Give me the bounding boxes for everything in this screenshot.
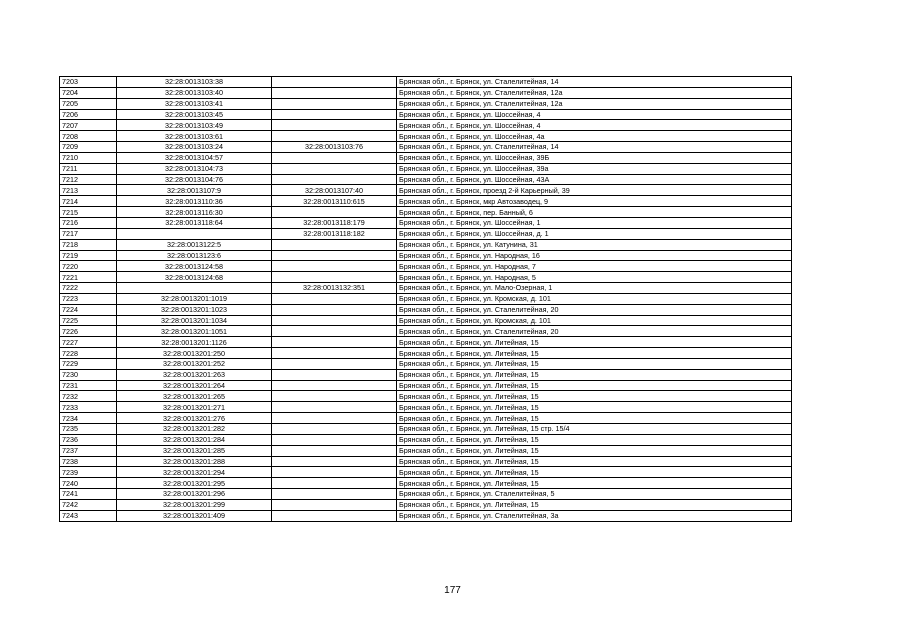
address-cell: Брянская обл., г. Брянск, ул. Мало-Озерная, 1: [397, 283, 792, 294]
page-number: 177: [444, 585, 461, 596]
address-cell: Брянская обл., г. Брянск, ул. Народная, 16: [397, 250, 792, 261]
row-number-cell: 7215: [60, 207, 117, 218]
parent-cadastral-number-cell: [272, 445, 397, 456]
address-cell: Брянская обл., г. Брянск, ул. Литейная, 15: [397, 478, 792, 489]
cadastral-number-cell: 32:28:0013201:252: [117, 358, 272, 369]
row-number-cell: 7222: [60, 283, 117, 294]
row-number-cell: 7212: [60, 174, 117, 185]
cadastral-number-cell: 32:28:0013201:271: [117, 402, 272, 413]
table-row: [60, 467, 792, 478]
table-row: [60, 424, 792, 435]
table-row: [60, 272, 792, 283]
parent-cadastral-number-cell: [272, 467, 397, 478]
row-number-cell: 7238: [60, 456, 117, 467]
address-cell: Брянская обл., г. Брянск, ул. Литейная, 15 стр. 15/4: [397, 424, 792, 435]
cadastral-number-cell: 32:28:0013201:282: [117, 424, 272, 435]
address-cell: Брянская обл., г. Брянск, ул. Литейная, 15: [397, 358, 792, 369]
address-cell: Брянская обл., г. Брянск, ул. Катунина, 31: [397, 239, 792, 250]
table-row: [60, 163, 792, 174]
address-cell: Брянская обл., г. Брянск, ул. Сталелитейная, 5: [397, 489, 792, 500]
cadastral-number-cell: 32:28:0013124:68: [117, 272, 272, 283]
table-row: [60, 478, 792, 489]
address-cell: Брянская обл., г. Брянск, ул. Литейная, 15: [397, 445, 792, 456]
parent-cadastral-number-cell: [272, 77, 397, 88]
row-number-cell: 7210: [60, 152, 117, 163]
table-row: [60, 77, 792, 88]
table-row: [60, 131, 792, 142]
cadastral-number-cell: 32:28:0013104:76: [117, 174, 272, 185]
address-cell: Брянская обл., г. Брянск, ул. Шоссейная, 39а: [397, 163, 792, 174]
cadastral-number-cell: 32:28:0013201:1023: [117, 304, 272, 315]
address-cell: Брянская обл., г. Брянск, ул. Литейная, 15: [397, 456, 792, 467]
address-cell: Брянская обл., г. Брянск, ул. Литейная, 15: [397, 337, 792, 348]
parent-cadastral-number-cell: [272, 272, 397, 283]
address-cell: Брянская обл., г. Брянск, ул. Литейная, 15: [397, 391, 792, 402]
cadastral-number-cell: 32:28:0013103:45: [117, 109, 272, 120]
cadastral-number-cell: 32:28:0013201:296: [117, 489, 272, 500]
parent-cadastral-number-cell: [272, 315, 397, 326]
table-row: [60, 152, 792, 163]
parent-cadastral-number-cell: [272, 98, 397, 109]
table-row: [60, 174, 792, 185]
row-number-cell: 7206: [60, 109, 117, 120]
table-row: [60, 228, 792, 239]
address-cell: Брянская обл., г. Брянск, ул. Народная, 5: [397, 272, 792, 283]
row-number-cell: 7227: [60, 337, 117, 348]
address-cell: Брянская обл., г. Брянск, ул. Сталелитейная, 14: [397, 142, 792, 153]
parent-cadastral-number-cell: [272, 391, 397, 402]
property-registry-table: [59, 76, 792, 522]
cadastral-number-cell: 32:28:0013104:57: [117, 152, 272, 163]
registry-table-body: [60, 77, 792, 522]
parent-cadastral-number-cell: [272, 163, 397, 174]
table-row: [60, 304, 792, 315]
table-row: [60, 358, 792, 369]
address-cell: Брянская обл., г. Брянск, ул. Сталелитейная, 14: [397, 77, 792, 88]
address-cell: Брянская обл., г. Брянск, ул. Шоссейная, 1: [397, 217, 792, 228]
row-number-cell: 7211: [60, 163, 117, 174]
parent-cadastral-number-cell: [272, 402, 397, 413]
row-number-cell: 7233: [60, 402, 117, 413]
address-cell: Брянская обл., г. Брянск, ул. Сталелитейная, 12а: [397, 98, 792, 109]
cadastral-number-cell: 32:28:0013201:264: [117, 380, 272, 391]
address-cell: Брянская обл., г. Брянск, ул. Литейная, 15: [397, 348, 792, 359]
row-number-cell: 7232: [60, 391, 117, 402]
parent-cadastral-number-cell: [272, 413, 397, 424]
table-row: [60, 369, 792, 380]
row-number-cell: 7223: [60, 293, 117, 304]
row-number-cell: 7218: [60, 239, 117, 250]
address-cell: Брянская обл., г. Брянск, ул. Сталелитейная, 12а: [397, 87, 792, 98]
parent-cadastral-number-cell: [272, 434, 397, 445]
table-row: [60, 326, 792, 337]
cadastral-number-cell: 32:28:0013116:30: [117, 207, 272, 218]
parent-cadastral-number-cell: [272, 87, 397, 98]
address-cell: Брянская обл., г. Брянск, ул. Сталелитейная, 3а: [397, 510, 792, 521]
row-number-cell: 7236: [60, 434, 117, 445]
cadastral-number-cell: 32:28:0013118:64: [117, 217, 272, 228]
parent-cadastral-number-cell: [272, 152, 397, 163]
parent-cadastral-number-cell: 32:28:0013107:40: [272, 185, 397, 196]
cadastral-number-cell: 32:28:0013201:409: [117, 510, 272, 521]
row-number-cell: 7225: [60, 315, 117, 326]
cadastral-number-cell: [117, 228, 272, 239]
address-cell: Брянская обл., г. Брянск, ул. Литейная, 15: [397, 413, 792, 424]
table-row: [60, 142, 792, 153]
row-number-cell: 7228: [60, 348, 117, 359]
row-number-cell: 7239: [60, 467, 117, 478]
row-number-cell: 7214: [60, 196, 117, 207]
table-row: [60, 391, 792, 402]
parent-cadastral-number-cell: 32:28:0013118:182: [272, 228, 397, 239]
parent-cadastral-number-cell: [272, 424, 397, 435]
parent-cadastral-number-cell: [272, 348, 397, 359]
table-row: [60, 283, 792, 294]
row-number-cell: 7209: [60, 142, 117, 153]
table-row: [60, 445, 792, 456]
parent-cadastral-number-cell: [272, 304, 397, 315]
row-number-cell: 7240: [60, 478, 117, 489]
parent-cadastral-number-cell: [272, 478, 397, 489]
row-number-cell: 7203: [60, 77, 117, 88]
cadastral-number-cell: 32:28:0013201:299: [117, 499, 272, 510]
parent-cadastral-number-cell: [272, 120, 397, 131]
table-row: [60, 185, 792, 196]
table-row: [60, 510, 792, 521]
parent-cadastral-number-cell: 32:28:0013103:76: [272, 142, 397, 153]
address-cell: Брянская обл., г. Брянск, ул. Шоссейная, 4: [397, 120, 792, 131]
row-number-cell: 7219: [60, 250, 117, 261]
table-row: [60, 120, 792, 131]
table-row: [60, 402, 792, 413]
table-row: [60, 489, 792, 500]
row-number-cell: 7207: [60, 120, 117, 131]
parent-cadastral-number-cell: 32:28:0013118:179: [272, 217, 397, 228]
parent-cadastral-number-cell: [272, 326, 397, 337]
row-number-cell: 7243: [60, 510, 117, 521]
address-cell: Брянская обл., г. Брянск, ул. Кромская, д. 101: [397, 315, 792, 326]
cadastral-number-cell: 32:28:0013201:294: [117, 467, 272, 478]
table-row: [60, 413, 792, 424]
cadastral-number-cell: 32:28:0013201:295: [117, 478, 272, 489]
parent-cadastral-number-cell: [272, 250, 397, 261]
cadastral-number-cell: 32:28:0013104:73: [117, 163, 272, 174]
row-number-cell: 7235: [60, 424, 117, 435]
table-row: [60, 217, 792, 228]
cadastral-number-cell: 32:28:0013201:288: [117, 456, 272, 467]
table-row: [60, 239, 792, 250]
address-cell: Брянская обл., г. Брянск, ул. Шоссейная, 4: [397, 109, 792, 120]
row-number-cell: 7221: [60, 272, 117, 283]
cadastral-number-cell: 32:28:0013107:9: [117, 185, 272, 196]
cadastral-number-cell: 32:28:0013201:1126: [117, 337, 272, 348]
table-row: [60, 109, 792, 120]
address-cell: Брянская обл., г. Брянск, ул. Литейная, 15: [397, 402, 792, 413]
parent-cadastral-number-cell: [272, 109, 397, 120]
parent-cadastral-number-cell: [272, 358, 397, 369]
table-row: [60, 456, 792, 467]
table-row: [60, 499, 792, 510]
table-row: [60, 207, 792, 218]
cadastral-number-cell: 32:28:0013201:1019: [117, 293, 272, 304]
parent-cadastral-number-cell: [272, 369, 397, 380]
parent-cadastral-number-cell: [272, 499, 397, 510]
address-cell: Брянская обл., г. Брянск, проезд 2-й Карьерный, 39: [397, 185, 792, 196]
parent-cadastral-number-cell: [272, 207, 397, 218]
row-number-cell: 7229: [60, 358, 117, 369]
cadastral-number-cell: 32:28:0013201:250: [117, 348, 272, 359]
row-number-cell: 7234: [60, 413, 117, 424]
table-row: [60, 337, 792, 348]
cadastral-number-cell: 32:28:0013103:24: [117, 142, 272, 153]
parent-cadastral-number-cell: [272, 337, 397, 348]
parent-cadastral-number-cell: [272, 489, 397, 500]
address-cell: Брянская обл., г. Брянск, ул. Литейная, 15: [397, 380, 792, 391]
parent-cadastral-number-cell: [272, 293, 397, 304]
table-row: [60, 261, 792, 272]
row-number-cell: 7204: [60, 87, 117, 98]
address-cell: Брянская обл., г. Брянск, ул. Шоссейная, д. 1: [397, 228, 792, 239]
cadastral-number-cell: 32:28:0013201:284: [117, 434, 272, 445]
address-cell: Брянская обл., г. Брянск, ул. Литейная, 15: [397, 434, 792, 445]
address-cell: Брянская обл., г. Брянск, ул. Литейная, 15: [397, 499, 792, 510]
parent-cadastral-number-cell: [272, 131, 397, 142]
cadastral-number-cell: 32:28:0013201:1034: [117, 315, 272, 326]
parent-cadastral-number-cell: [272, 456, 397, 467]
address-cell: Брянская обл., г. Брянск, ул. Сталелитейная, 20: [397, 304, 792, 315]
parent-cadastral-number-cell: [272, 239, 397, 250]
address-cell: Брянская обл., г. Брянск, мкр Автозаводец, 9: [397, 196, 792, 207]
parent-cadastral-number-cell: [272, 261, 397, 272]
address-cell: Брянская обл., г. Брянск, ул. Шоссейная, 4а: [397, 131, 792, 142]
row-number-cell: 7217: [60, 228, 117, 239]
address-cell: Брянская обл., г. Брянск, ул. Народная, 7: [397, 261, 792, 272]
cadastral-number-cell: 32:28:0013103:61: [117, 131, 272, 142]
row-number-cell: 7216: [60, 217, 117, 228]
row-number-cell: 7208: [60, 131, 117, 142]
cadastral-number-cell: 32:28:0013201:1051: [117, 326, 272, 337]
table-row: [60, 315, 792, 326]
address-cell: Брянская обл., г. Брянск, ул. Сталелитейная, 20: [397, 326, 792, 337]
parent-cadastral-number-cell: 32:28:0013110:615: [272, 196, 397, 207]
parent-cadastral-number-cell: [272, 380, 397, 391]
cadastral-number-cell: 32:28:0013122:5: [117, 239, 272, 250]
cadastral-number-cell: 32:28:0013103:38: [117, 77, 272, 88]
row-number-cell: 7242: [60, 499, 117, 510]
parent-cadastral-number-cell: 32:28:0013132:351: [272, 283, 397, 294]
row-number-cell: 7213: [60, 185, 117, 196]
cadastral-number-cell: 32:28:0013110:36: [117, 196, 272, 207]
table-row: [60, 434, 792, 445]
cadastral-number-cell: 32:28:0013103:49: [117, 120, 272, 131]
table-row: [60, 380, 792, 391]
parent-cadastral-number-cell: [272, 510, 397, 521]
row-number-cell: 7220: [60, 261, 117, 272]
parent-cadastral-number-cell: [272, 174, 397, 185]
address-cell: Брянская обл., г. Брянск, ул. Литейная, 15: [397, 369, 792, 380]
row-number-cell: 7241: [60, 489, 117, 500]
row-number-cell: 7224: [60, 304, 117, 315]
address-cell: Брянская обл., г. Брянск, ул. Шоссейная, 43А: [397, 174, 792, 185]
table-row: [60, 98, 792, 109]
cadastral-number-cell: [117, 283, 272, 294]
table-row: [60, 293, 792, 304]
cadastral-number-cell: 32:28:0013201:265: [117, 391, 272, 402]
table-row: [60, 250, 792, 261]
cadastral-number-cell: 32:28:0013103:41: [117, 98, 272, 109]
address-cell: Брянская обл., г. Брянск, ул. Шоссейная, 39Б: [397, 152, 792, 163]
table-row: [60, 348, 792, 359]
cadastral-number-cell: 32:28:0013123:6: [117, 250, 272, 261]
cadastral-number-cell: 32:28:0013124:58: [117, 261, 272, 272]
cadastral-number-cell: 32:28:0013103:40: [117, 87, 272, 98]
cadastral-number-cell: 32:28:0013201:285: [117, 445, 272, 456]
table-row: [60, 87, 792, 98]
row-number-cell: 7230: [60, 369, 117, 380]
address-cell: Брянская обл., г. Брянск, ул. Кромская, д. 101: [397, 293, 792, 304]
address-cell: Брянская обл., г. Брянск, ул. Литейная, 15: [397, 467, 792, 478]
row-number-cell: 7231: [60, 380, 117, 391]
cadastral-number-cell: 32:28:0013201:263: [117, 369, 272, 380]
table-row: [60, 196, 792, 207]
row-number-cell: 7226: [60, 326, 117, 337]
row-number-cell: 7237: [60, 445, 117, 456]
row-number-cell: 7205: [60, 98, 117, 109]
address-cell: Брянская обл., г. Брянск, пер. Банный, 6: [397, 207, 792, 218]
cadastral-number-cell: 32:28:0013201:276: [117, 413, 272, 424]
